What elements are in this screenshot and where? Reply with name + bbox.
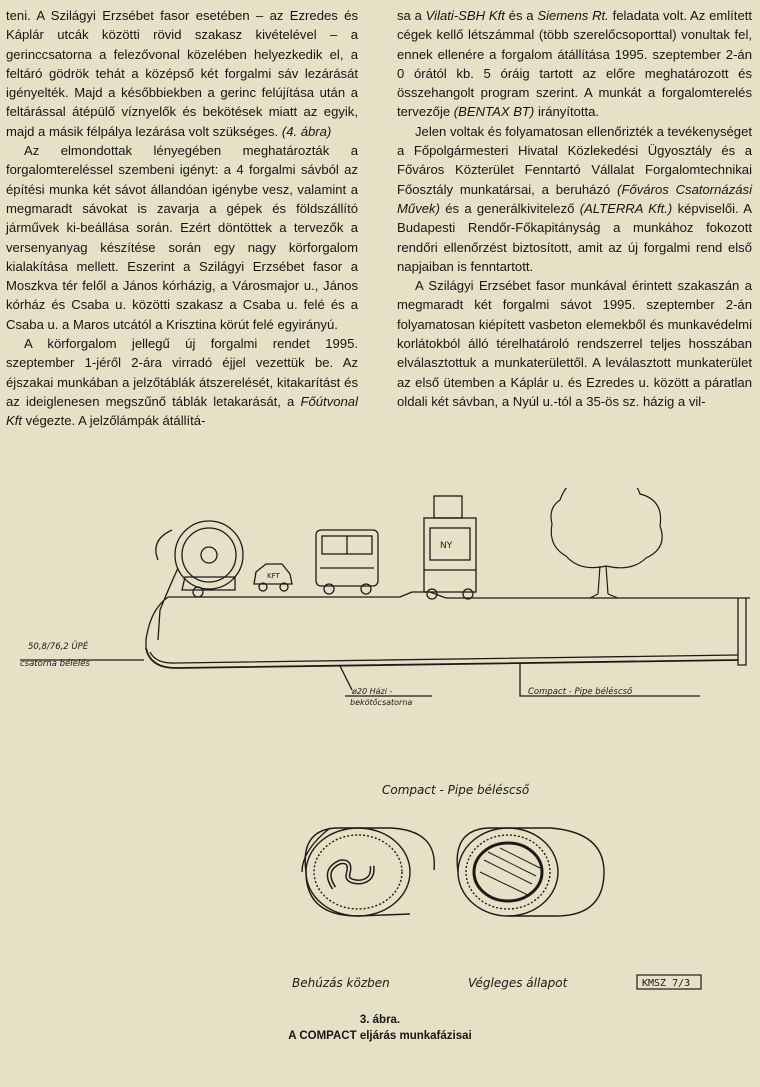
cctv-truck-icon — [424, 496, 476, 599]
sewer-pipe — [146, 648, 738, 668]
label-pipe-lining-sub: csatorna bélelés — [20, 659, 90, 669]
svg-text:KFT: KFT — [267, 572, 280, 580]
house-connection — [340, 666, 352, 690]
paragraph: A körforgalom jellegű új forgalmi rendet 1995. szeptember 1-jéről 2-ára virradó éjjel vezettük be. Az éjszakai munkában a jelzőtáblák átszerelését, kitakarítást és az ideiglenesen megszűnő táblák letakarását, a Főútvonal Kft végezte. A jelzőlámpák átállítá- — [6, 336, 359, 429]
tree-icon — [551, 488, 662, 598]
bus-icon — [316, 530, 378, 594]
paragraph: Az elmondottak lényegében meghatározták a forgalomtereléssel szembeni igényt: a 4 forgalmi sávból az építési munka két sávot állandóan igénybe vesz, valamint a megmaradt sávokat is zavarja a gépek és földszállító járművek ki-beállása során. Ezért döntöttek a tervezők a versenyanyag készítése során egy nagy körforgalom kialakítása mellett. Eszerint a Szilágyi Erzsébet fasor a Moszkva tér felől a János kórházig, a Városmajor u., János kórház és Csaba u. közötti szakasz a Csaba u. felé és a Csaba u. a Maros utcától a Krisztina körút felé egyirányú. — [6, 143, 358, 332]
label-during-pull: Behúzás közben — [292, 976, 390, 990]
text-column-left — [6, 6, 358, 431]
car-icon — [254, 564, 292, 591]
label-house-connection-sub: bekötőcsatorna — [350, 698, 413, 707]
text-column-right — [397, 6, 752, 411]
cross-section-pulling — [302, 828, 434, 916]
figure-reference: (4. ábra) — [281, 123, 332, 139]
label-compact-pipe: Compact - Pipe béléscső — [528, 687, 633, 697]
figure-compact-process — [0, 488, 760, 1048]
paragraph: Jelen voltak és folyamatosan ellenőrizték a tevékenységet a Főpolgármesteri Hivatal Közlekedési Ügyosztály és a Főváros Közterület Fenntartó Vállalat Forgalomtechnikai Főosztály munkatársai, a beruházó (Főváros Csatornázási Művek) és a generálkivitelező (ALTERRA Kft.) képviselői. A Budapesti Rendőr-Főkapitányság a munkához fokozott rendőri ellenőrzést biztosított, amit az új forgalmi rend első napjaiban is fenntartott. — [397, 123, 752, 274]
paragraph: sa a Vilati-SBH Kft és a Siemens Rt. feladata volt. Az említett cégek kellő létszámmal (több szerelőcsoporttal) vonultak fel, ennek ellenére a forgalom átállítása 1995. szeptember 2-án 0 órától kb. 5 óráig tartott az előre meghatározott és összehangolt program szerint. A munkát a forgalomterelés tervezője (BENTAX BT) irányította. — [397, 8, 753, 120]
label-final-state: Végleges állapot — [468, 976, 568, 990]
stamp-text: KMSZ 7/3 — [642, 978, 691, 989]
diagram-title: Compact - Pipe béléscső — [382, 783, 530, 797]
paragraph: A Szilágyi Erzsébet fasor munkával érintett szakaszán a megmaradt két forgalmi sávot 1995. szeptember 2-án folyamatosan kiépített vasbeton elemekből és munkavédelmi korlátokból álló térelhatároló rendszerrel teljes hosszában elválasztottuk a munkaterülettől. A leválasztott munkaterület az első ütemben a Káplár u. és Ezredes u. között a páratlan oldali két sávban, a Nyúl u.-tól a 35-ös sz. házig a vil- — [397, 278, 752, 409]
reception-pit — [738, 598, 746, 665]
ground-line — [168, 592, 750, 598]
figure-number: 3. ábra. — [359, 1014, 401, 1026]
insertion-pit — [146, 597, 168, 648]
paragraph: teni. A Szilágyi Erzsébet fasor esetében – az Ezredes és Káplár utcák közötti rövid szakasz kivételével – a gerinccsatorna a felezővonal közelében helyezkedik el, a feltáró gödrök tehát a középső két forgalmi sáv lezárását igényelték. Majd a későbbiekben a gerinc felújítása után a feltárással átépülő víznyelők és bekötések miatt az egyik, majd a másik félpálya lezárása volt szükséges. (4. ábra) — [6, 8, 358, 139]
figure-caption: A COMPACT eljárás munkafázisai — [288, 1030, 472, 1042]
cross-section-final — [457, 828, 604, 916]
svg-text:NY: NY — [440, 541, 453, 551]
label-house-connection: ø20 Házi - — [352, 687, 393, 696]
label-pipe-lining: 50,8/76,2 ÜPÉ — [28, 642, 89, 652]
winch-reel-icon — [156, 521, 243, 640]
